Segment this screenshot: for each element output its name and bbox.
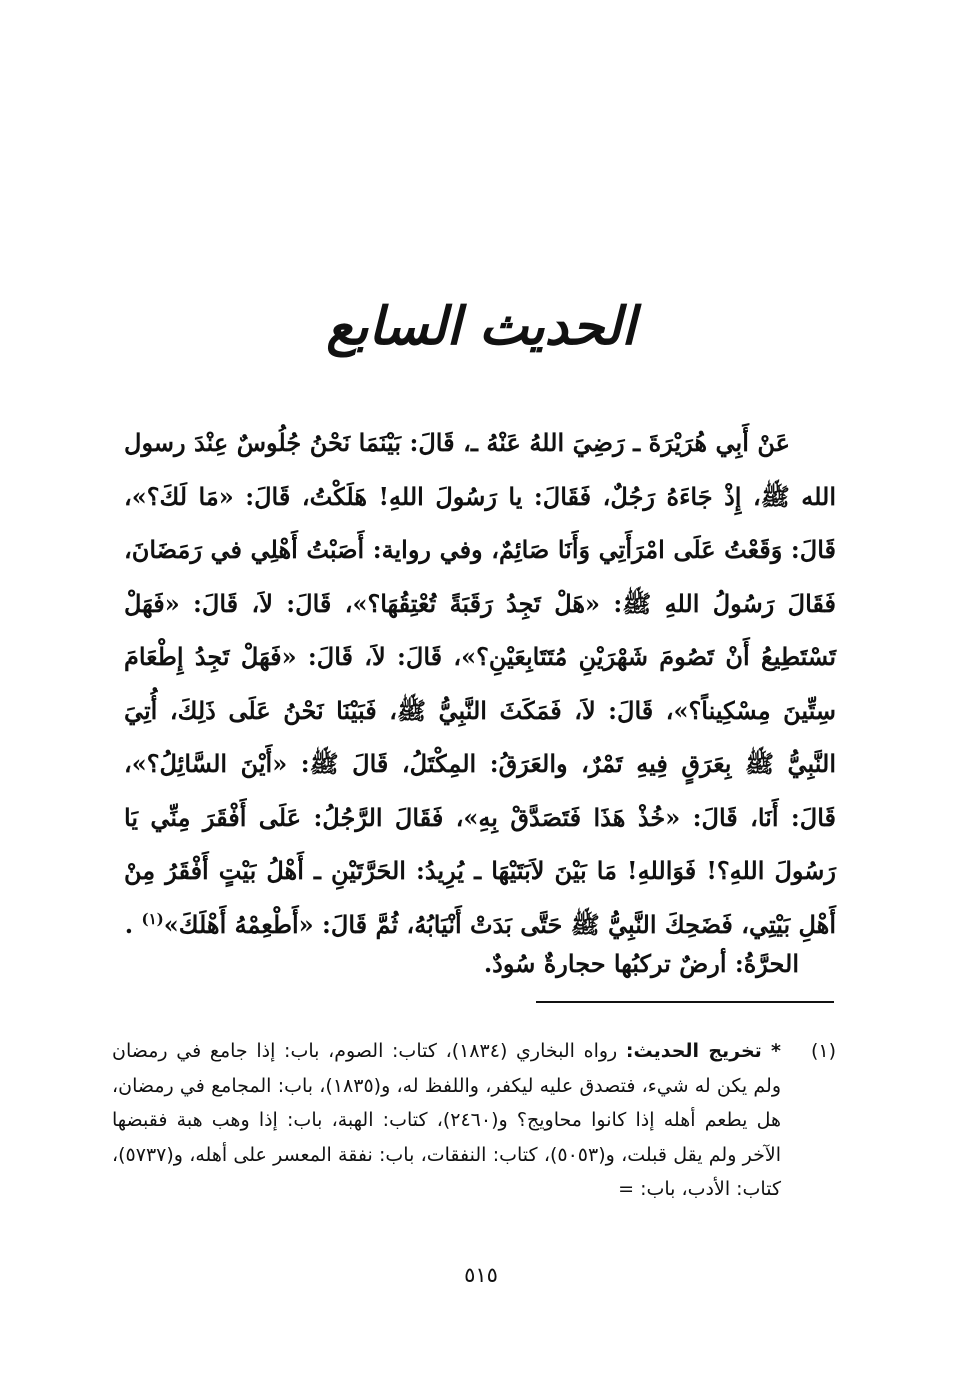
footnote-marker: (١) <box>810 1040 836 1062</box>
definition-text: أرضٌ تركبُها حجارةٌ سُودٌ. <box>483 949 735 978</box>
footnote-reference[interactable]: (١) <box>141 909 164 928</box>
footnote-text: رواه البخاري (١٨٣٤)، كتاب: الصوم، باب: إذا جامع في رمضان ولم يكن له شيء، فتصدق عليه ليكفر، واللفظ له، و(١٨٣٥)، باب: المجامع في رمضان، هل يطعم أهله إذا كانوا محاويج؟ و(٢٤٦٠)، كتاب: الهبة، باب: إذا وهب هبة فقبضها الآخر ولم يقل قبلت، و(٥٠٥٣)، كتاب: النفقات، باب: نفقة المعسر على أهله، و(٥٧٣٧)، كتاب: الأدب، باب: = <box>112 1040 781 1200</box>
chapter-title: الحديث السابع <box>326 296 636 357</box>
footnote-heading: * تخريج الحديث: <box>625 1040 781 1062</box>
hadith-text-end: . <box>124 909 142 939</box>
definition-term: الحرَّةُ: <box>734 949 799 978</box>
footnote <box>112 1034 836 1207</box>
hadith-text: عَنْ أَبِي هُرَيْرَةَ ـ رَضِيَ اللهُ عَنْهُ ـ، قَالَ: بَيْنَمَا نَحْنُ جُلُوسٌ عِنْدَ رسول الله ﷺ، إِذْ جَاءَهُ رَجُلٌ، فَقَالَ: يا رَسُولَ اللهِ! هَلَكْتُ، قَالَ: «مَا لَكَ؟»، قَالَ: وَقَعْتُ عَلَى امْرَأَتِي وَأَنَا صَائِمٌ، وفي رواية: أَصَبْتُ أَهْلِي في رَمَضَانَ، فَقَالَ رَسُولُ اللهِ ﷺ: «هَلْ تَجِدُ رَقَبَةً تُعْتِقُهَا؟»، قَالَ: لاَ، قَالَ: «فَهَلْ تَسْتَطِيعُ أَنْ تَصُومَ شَهْرَيْنِ مُتَتَابِعَيْنِ؟»، قَالَ: لاَ، قَالَ: «فَهَلْ تَجِدُ إِطْعَامَ سِتِّينَ مِسْكِيناً؟»، قَالَ: لاَ، فَمَكَثَ النَّبِيُّ ﷺ، فَبَيْنَا نَحْنُ عَلَى ذَلِكَ، أُتِيَ النَّبِيُّ ﷺ بِعَرَقٍ فِيهِ تَمْرٌ، والعَرَقُ: المِكْتَلُ، قَالَ ﷺ: «أَيْنَ السَّائِلُ؟»، قَالَ: أَنَا، قَالَ: «خُذْ هَذَا فَتَصَدَّقْ بِهِ»، فَقَالَ الرَّجُلُ: عَلَى أَفْقَرَ مِنِّي يَا رَسُولَ اللهِ؟! فَوَاللهِ! مَا بَيْنَ لاَبَتَيْهَا ـ يُرِيدُ: الحَرَّتَيْنِ ـ أَهْلُ بَيْتٍ أَفْقَرُ مِنْ أَهْلِ بَيْتِي، فَضَحِكَ النَّبِيُّ ﷺ حَتَّى بَدَتْ أَنْيَابُهُ، ثُمَّ قَالَ: «أَطْعِمْهُ أَهْلَكَ» <box>124 428 837 939</box>
footnote-separator <box>536 1001 834 1003</box>
word-definition <box>124 940 799 988</box>
footnote-body <box>112 1034 781 1207</box>
page-number: ٥١٥ <box>464 1263 498 1287</box>
hadith-text-block <box>124 416 836 951</box>
